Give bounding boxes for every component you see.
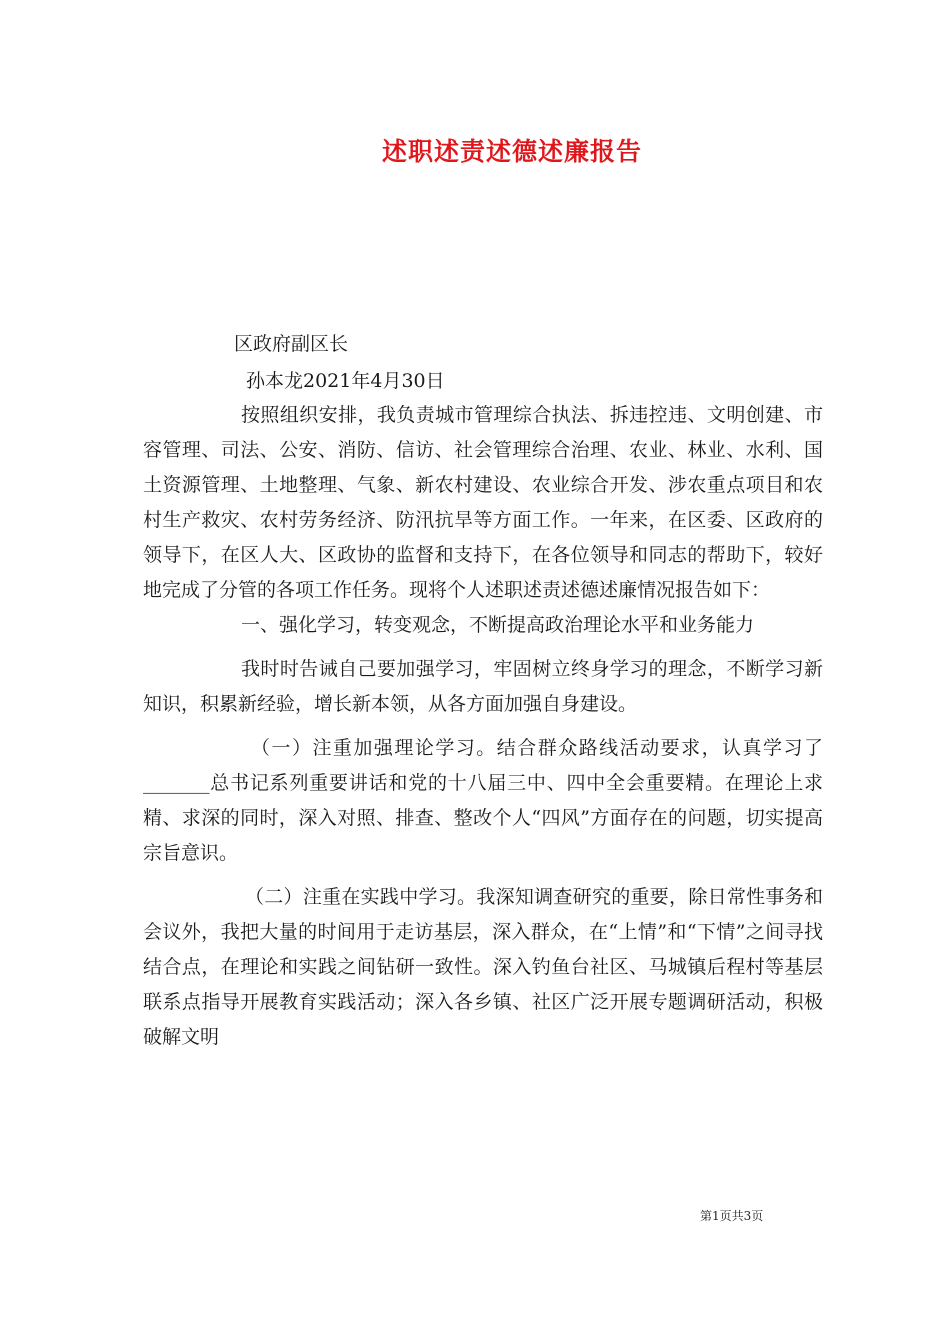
- author-name-date: 孙本龙2021年4月30日: [246, 370, 445, 392]
- section-heading-1: 一、强化学习，转变观念，不断提高政治理论水平和业务能力: [241, 614, 755, 636]
- paragraph-practice: （二）注重在实践中学习。我深知调查研究的重要，除日常性事务和会议外，我把大量的时间用于走访基层，深入群众，在“上情”和“下情”之间寻找结合点，在理论和实践之间钻研一致性。深入钓鱼台社区、马城镇后程村等基层联系点指导开展教育实践活动；深入各乡镇、社区广泛开展专题调研活动，积极破解文明: [143, 886, 823, 1048]
- document-body: [143, 398, 823, 1055]
- paragraph-study: 我时时告诫自己要加强学习，牢固树立终身学习的理念，不断学习新知识，积累新经验，增长新本领，从各方面加强自身建设。: [143, 658, 823, 715]
- paragraph-theory: （一）注重加强理论学习。结合群众路线活动要求，认真学习了_______总书记系列重要讲话和党的十八届三中、四中全会重要精。在理论上求精、求深的同时，深入对照、排查、整改个人“四风”方面存在的问题，切实提高宗旨意识。: [143, 737, 823, 864]
- paragraph-intro: 按照组织安排，我负责城市管理综合执法、拆违控违、文明创建、市容管理、司法、公安、消防、信访、社会管理综合治理、农业、林业、水利、国土资源管理、土地整理、气象、新农村建设、农业综合开发、涉农重点项目和农村生产救灾、农村劳务经济、防汛抗旱等方面工作。一年来，在区委、区政府的领导下，在区人大、区政协的监督和支持下，在各位领导和同志的帮助下，较好地完成了分管的各项工作任务。现将个人述职述责述德述廉情况报告如下：: [143, 404, 823, 601]
- document-title: 述职述责述德述廉报告: [381, 137, 642, 166]
- page-number: 第1页共3页: [700, 1209, 764, 1223]
- author-position: 区政府副区长: [234, 333, 349, 355]
